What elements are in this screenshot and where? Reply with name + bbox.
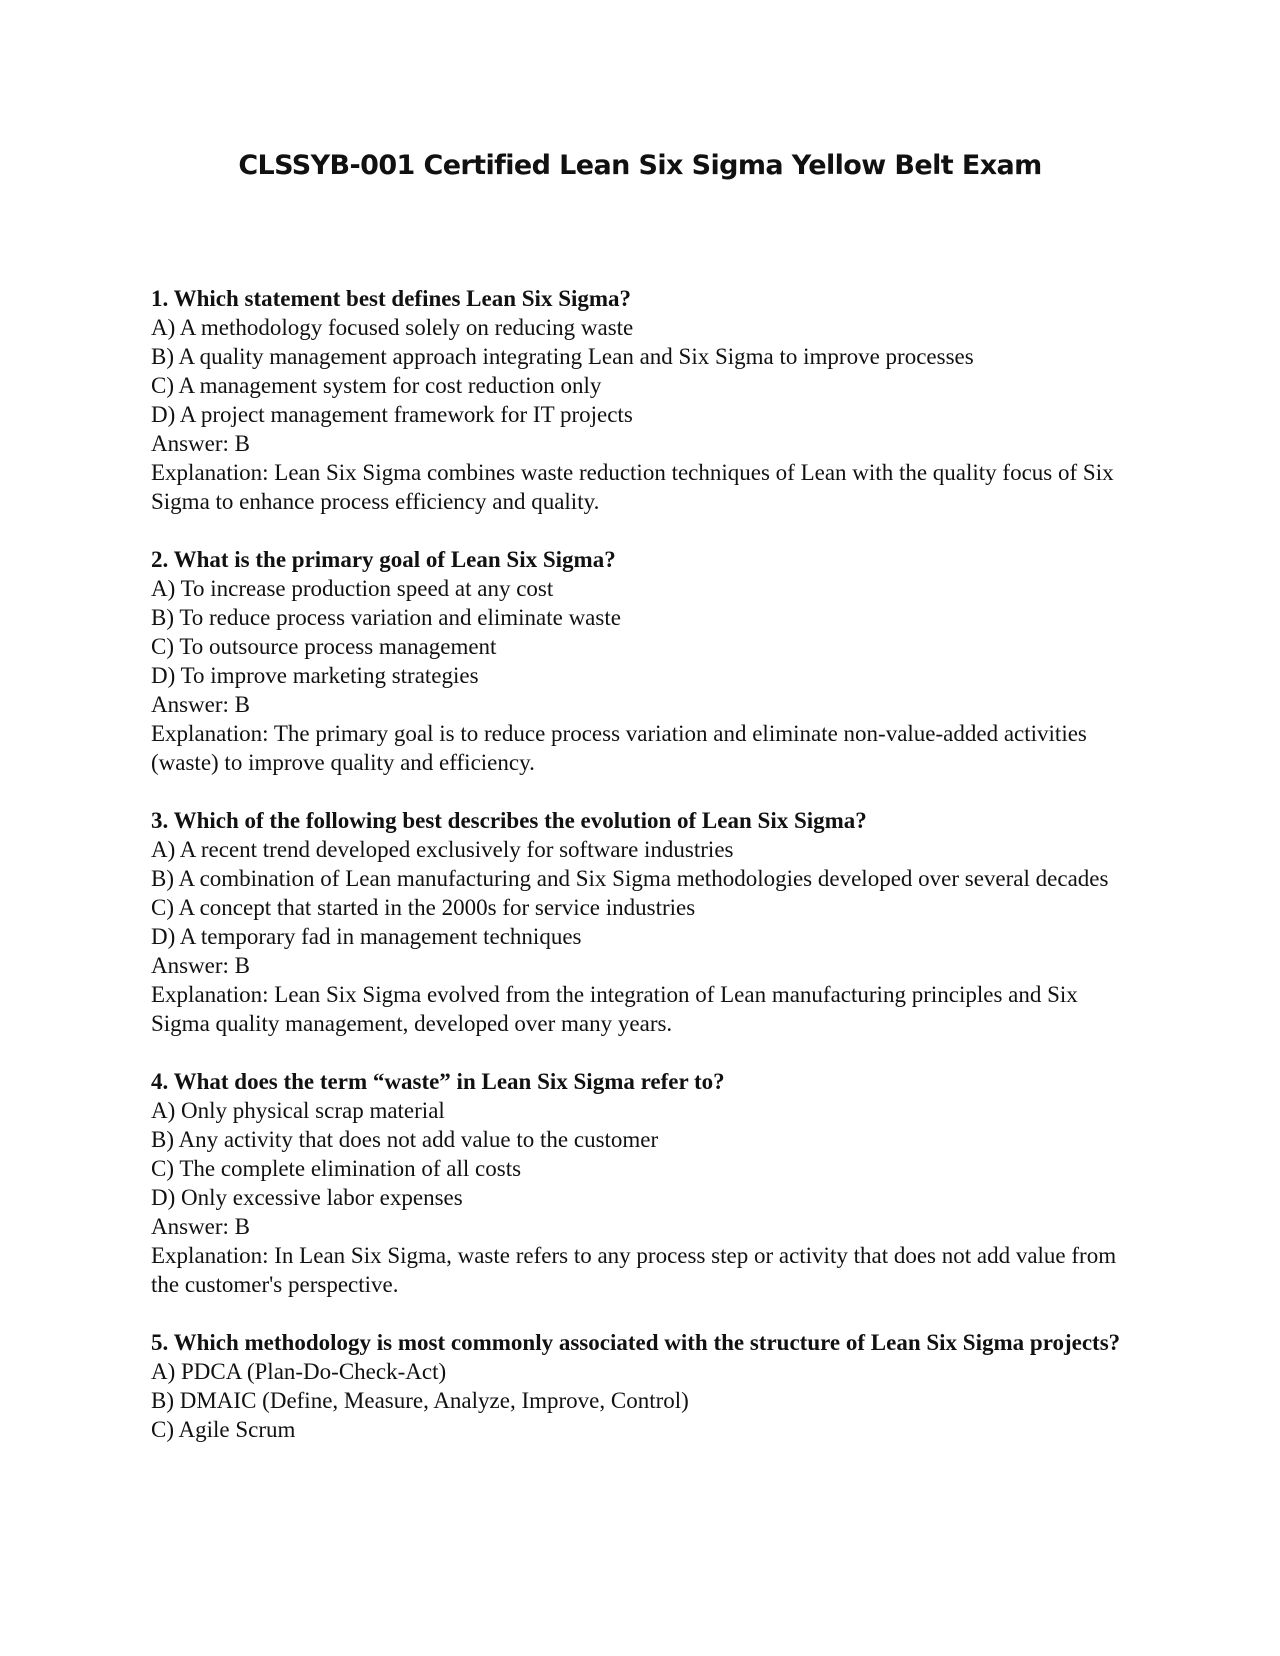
option-a: A) PDCA (Plan-Do-Check-Act) <box>151 1359 447 1384</box>
question-text: 4. What does the term “waste” in Lean Six Sigma refer to? <box>151 1069 725 1094</box>
question-list <box>151 284 1131 1473</box>
option-a: A) A methodology focused solely on reducing waste <box>151 315 634 340</box>
question-2 <box>151 545 1131 777</box>
option-c: C) To outsource process management <box>151 634 497 659</box>
option-a: A) To increase production speed at any cost <box>151 576 554 601</box>
question-text: 5. Which methodology is most commonly associated with the structure of Lean Six Sigma projects? <box>151 1330 1121 1355</box>
question-5 <box>151 1328 1131 1444</box>
explanation: Explanation: In Lean Six Sigma, waste refers to any process step or activity that does not add value from the customer's perspective. <box>151 1243 1117 1297</box>
answer: Answer: B <box>151 1214 251 1239</box>
answer: Answer: B <box>151 692 251 717</box>
document-title: CLSSYB-001 Certified Lean Six Sigma Yellow Belt Exam <box>238 150 1042 181</box>
option-b: B) A quality management approach integrating Lean and Six Sigma to improve processes <box>151 344 974 369</box>
option-d: D) To improve marketing strategies <box>151 663 479 688</box>
explanation: Explanation: Lean Six Sigma combines waste reduction techniques of Lean with the quality focus of Six Sigma to enhance process efficiency and quality. <box>151 460 1114 514</box>
explanation: Explanation: The primary goal is to reduce process variation and eliminate non-value-added activities (waste) to improve quality and efficiency. <box>151 721 1087 775</box>
question-text: 3. Which of the following best describes the evolution of Lean Six Sigma? <box>151 808 867 833</box>
question-text: 2. What is the primary goal of Lean Six Sigma? <box>151 547 616 572</box>
option-c: C) A management system for cost reduction only <box>151 373 602 398</box>
option-d: D) Only excessive labor expenses <box>151 1185 463 1210</box>
question-3 <box>151 806 1131 1038</box>
option-c: C) The complete elimination of all costs <box>151 1156 522 1181</box>
question-1 <box>151 284 1131 516</box>
explanation: Explanation: Lean Six Sigma evolved from the integration of Lean manufacturing principles and Six Sigma quality management, developed over many years. <box>151 982 1078 1036</box>
option-a: A) Only physical scrap material <box>151 1098 445 1123</box>
option-b: B) A combination of Lean manufacturing and Six Sigma methodologies developed over several decades <box>151 866 1109 891</box>
option-c: C) A concept that started in the 2000s for service industries <box>151 895 696 920</box>
answer: Answer: B <box>151 953 251 978</box>
option-b: B) Any activity that does not add value to the customer <box>151 1127 659 1152</box>
answer: Answer: B <box>151 431 251 456</box>
option-b: B) To reduce process variation and eliminate waste <box>151 605 621 630</box>
option-d: D) A project management framework for IT projects <box>151 402 633 427</box>
option-b: B) DMAIC (Define, Measure, Analyze, Improve, Control) <box>151 1388 689 1413</box>
question-text: 1. Which statement best defines Lean Six Sigma? <box>151 286 632 311</box>
option-a: A) A recent trend developed exclusively for software industries <box>151 837 734 862</box>
option-c: C) Agile Scrum <box>151 1417 296 1442</box>
question-4 <box>151 1067 1131 1299</box>
option-d: D) A temporary fad in management techniques <box>151 924 582 949</box>
